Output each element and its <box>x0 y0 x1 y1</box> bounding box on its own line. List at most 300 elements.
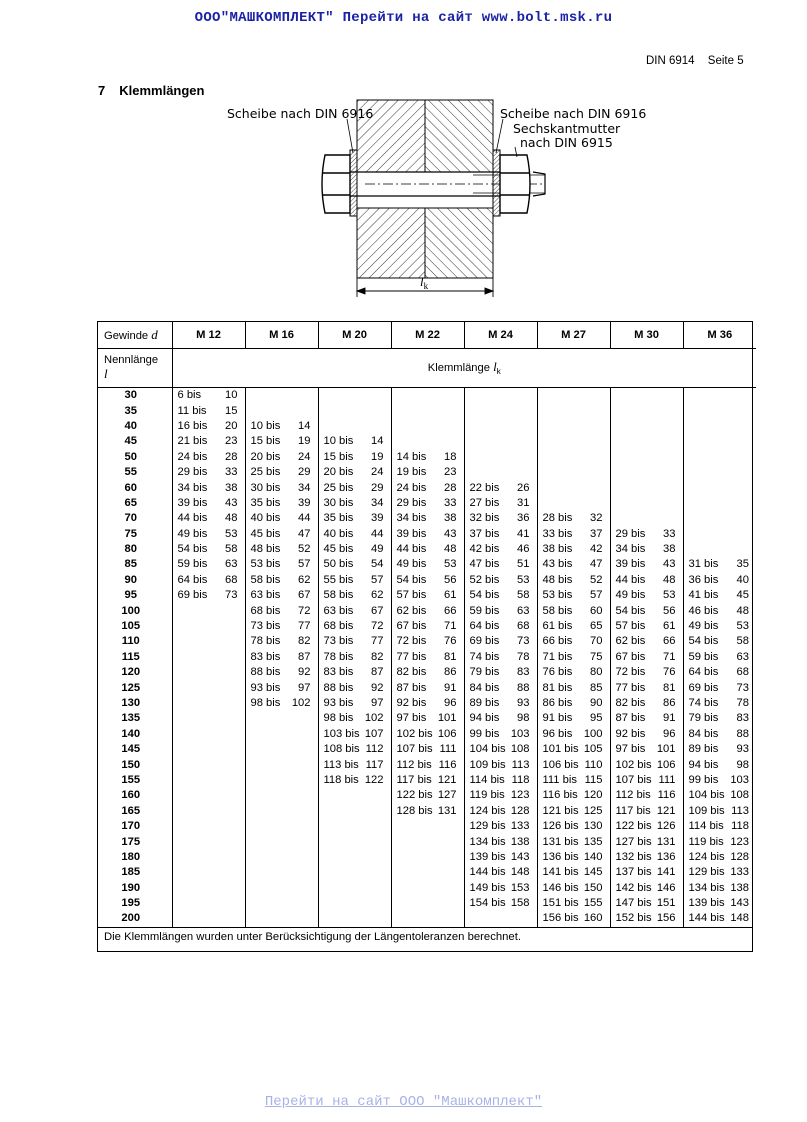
clamp-range-cell <box>245 496 318 511</box>
clamp-range-cell <box>610 819 683 834</box>
clamp-range-cell <box>537 603 610 618</box>
range-text: 61 bis 65 <box>542 620 603 633</box>
range-text: 119 bis 123 <box>688 835 749 848</box>
range-text: 35 bis 39 <box>250 496 311 509</box>
clamp-range-cell <box>391 773 464 788</box>
clamp-range-cell <box>391 403 464 418</box>
footer-link[interactable]: Перейти на сайт ООО "Машкомплект" <box>264 1094 543 1110</box>
table-row <box>98 557 756 572</box>
clamp-range-cell <box>172 603 245 618</box>
column-header: M 22 <box>391 322 464 349</box>
clamp-range-cell <box>318 542 391 557</box>
thread-header-row <box>98 322 756 349</box>
clamp-range-cell <box>537 450 610 465</box>
clamp-range-cell <box>245 896 318 911</box>
range-text: 112 bis 116 <box>615 789 676 802</box>
table-row <box>98 465 756 480</box>
clamp-range-cell <box>537 434 610 449</box>
range-text: 117 bis 121 <box>396 773 457 786</box>
clamp-range-cell <box>391 650 464 665</box>
range-text: 119 bis 123 <box>469 789 530 802</box>
range-text: 122 bis 127 <box>396 789 457 802</box>
clamp-range-cell <box>245 480 318 495</box>
clamp-range-cell <box>318 773 391 788</box>
clamp-range-cell <box>610 865 683 880</box>
clamp-range-cell <box>464 896 537 911</box>
range-text: 15 bis 19 <box>323 450 384 463</box>
clamp-range-cell <box>172 511 245 526</box>
table-row <box>98 480 756 495</box>
range-text: 139 bis 143 <box>688 897 749 910</box>
range-text: 62 bis 66 <box>615 635 676 648</box>
table-row <box>98 496 756 511</box>
clamp-range-cell <box>172 896 245 911</box>
table-row <box>98 588 756 603</box>
clamp-range-cell <box>610 434 683 449</box>
range-text: 104 bis 108 <box>688 789 749 802</box>
clamp-range-cell <box>610 788 683 803</box>
clamp-range-cell <box>610 557 683 572</box>
range-text: 103 bis 107 <box>323 727 384 740</box>
clamp-range-cell <box>245 711 318 726</box>
clamp-range-cell <box>610 773 683 788</box>
clamp-range-cell <box>683 403 756 418</box>
nominal-length-cell: 110 <box>98 634 172 649</box>
range-text: 137 bis 141 <box>615 866 676 879</box>
clamp-range-cell <box>318 403 391 418</box>
nominal-length-cell: 55 <box>98 465 172 480</box>
range-text: 108 bis 112 <box>323 743 384 756</box>
range-text: 45 bis 49 <box>323 543 384 556</box>
clamp-range-cell <box>172 665 245 680</box>
clamp-range-cell <box>245 727 318 742</box>
clamp-range-cell <box>245 634 318 649</box>
range-text: 64 bis 68 <box>469 620 530 633</box>
clamp-range-cell <box>391 434 464 449</box>
range-text: 16 bis 20 <box>177 419 238 432</box>
range-text: 139 bis 143 <box>469 850 530 863</box>
clamp-range-cell <box>537 819 610 834</box>
clamp-range-cell <box>610 834 683 849</box>
range-text: 73 bis 77 <box>323 635 384 648</box>
range-text: 79 bis 83 <box>469 666 530 679</box>
label-nut-line2: nach DIN 6915 <box>520 135 613 150</box>
clamp-range-cell <box>318 727 391 742</box>
clamp-range-cell <box>391 542 464 557</box>
clamp-range-cell <box>610 696 683 711</box>
clamp-range-cell <box>391 665 464 680</box>
range-text: 67 bis 71 <box>615 650 676 663</box>
range-text: 69 bis 73 <box>177 589 238 602</box>
clamp-range-cell <box>537 465 610 480</box>
clamp-range-cell <box>610 650 683 665</box>
range-text: 78 bis 82 <box>323 650 384 663</box>
clamp-range-cell <box>464 388 537 404</box>
range-text: 99 bis 103 <box>469 727 530 740</box>
clamp-range-cell <box>391 573 464 588</box>
clamp-range-cell <box>172 496 245 511</box>
clamp-range-cell <box>391 865 464 880</box>
range-text: 134 bis 138 <box>688 881 749 894</box>
clamp-length-label: Klemmlänge $l_k$ <box>172 349 756 388</box>
range-text: 39 bis 43 <box>177 496 238 509</box>
range-text: 93 bis 97 <box>323 697 384 709</box>
range-text: 73 bis 77 <box>250 620 311 633</box>
range-text: 54 bis 56 <box>396 573 457 586</box>
nominal-length-cell: 40 <box>98 419 172 434</box>
clamp-range-cell <box>464 557 537 572</box>
clamp-range-cell <box>537 788 610 803</box>
range-text: 114 bis 118 <box>469 773 530 786</box>
clamp-range-cell <box>610 573 683 588</box>
section-heading <box>98 83 204 98</box>
table-row <box>98 881 756 896</box>
table-row <box>98 619 756 634</box>
clamp-range-cell <box>172 911 245 926</box>
clamp-range-cell <box>464 804 537 819</box>
range-text: 30 bis 34 <box>323 496 384 509</box>
clamp-range-cell <box>172 634 245 649</box>
clamp-range-cell <box>318 665 391 680</box>
clamp-range-cell <box>245 911 318 926</box>
range-text: 83 bis 87 <box>250 650 311 663</box>
range-text: 37 bis 41 <box>469 527 530 540</box>
range-text: 74 bis 78 <box>688 697 749 709</box>
range-text: 58 bis 62 <box>323 589 384 602</box>
clamp-range-cell <box>464 403 537 418</box>
clamp-range-cell <box>537 834 610 849</box>
clamp-range-cell <box>172 557 245 572</box>
range-text: 136 bis 140 <box>542 850 603 863</box>
clamp-range-cell <box>391 804 464 819</box>
clamp-range-cell <box>683 911 756 926</box>
nominal-length-cell: 145 <box>98 742 172 757</box>
clamp-range-cell <box>610 465 683 480</box>
clamp-range-cell <box>245 527 318 542</box>
clamp-range-cell <box>610 850 683 865</box>
clamp-range-cell <box>391 788 464 803</box>
clamp-range-cell <box>391 634 464 649</box>
range-text: 92 bis 96 <box>396 697 457 709</box>
clamp-range-cell <box>610 527 683 542</box>
table-row <box>98 450 756 465</box>
range-text: 29 bis 33 <box>177 466 238 479</box>
range-text: 94 bis 98 <box>688 758 749 771</box>
label-nut-line1: Sechskantmutter <box>513 121 621 136</box>
clamp-range-cell <box>318 834 391 849</box>
nominal-length-cell: 195 <box>98 896 172 911</box>
nominal-length-cell: 160 <box>98 788 172 803</box>
clamp-range-cell <box>464 419 537 434</box>
clamp-range-cell <box>318 496 391 511</box>
clamp-range-cell <box>318 603 391 618</box>
range-text: 24 bis 28 <box>396 481 457 494</box>
clamp-range-cell <box>464 588 537 603</box>
column-header: M 20 <box>318 322 391 349</box>
range-text: 42 bis 46 <box>469 543 530 556</box>
clamp-range-cell <box>610 757 683 772</box>
clamp-range-cell <box>683 496 756 511</box>
range-text: 57 bis 61 <box>396 589 457 602</box>
clamp-range-cell <box>172 881 245 896</box>
range-text: 54 bis 58 <box>177 543 238 556</box>
range-text: 48 bis 52 <box>542 573 603 586</box>
nominal-length-cell: 105 <box>98 619 172 634</box>
range-text: 49 bis 53 <box>396 558 457 571</box>
nominal-length-cell: 90 <box>98 573 172 588</box>
range-text: 62 bis 66 <box>396 604 457 617</box>
clamp-range-cell <box>683 542 756 557</box>
table-row <box>98 511 756 526</box>
clamp-range-cell <box>318 819 391 834</box>
clamp-range-cell <box>245 434 318 449</box>
range-text: 72 bis 76 <box>396 635 457 648</box>
nominal-length-cell: 30 <box>98 388 172 404</box>
clamp-range-cell <box>391 757 464 772</box>
range-text: 54 bis 58 <box>469 589 530 602</box>
nominal-length-cell: 135 <box>98 711 172 726</box>
range-text: 111 bis 115 <box>542 773 603 786</box>
clamp-range-cell <box>537 496 610 511</box>
clamp-range-cell <box>172 650 245 665</box>
range-text: 154 bis 158 <box>469 897 530 910</box>
nominal-length-cell: 35 <box>98 403 172 418</box>
nominal-length-cell: 50 <box>98 450 172 465</box>
range-text: 122 bis 126 <box>615 820 676 833</box>
clamp-range-cell <box>318 557 391 572</box>
range-text: 29 bis 33 <box>396 496 457 509</box>
range-text: 124 bis 128 <box>469 804 530 817</box>
range-text: 64 bis 68 <box>688 666 749 679</box>
range-text: 84 bis 88 <box>688 727 749 740</box>
range-text: 93 bis 97 <box>250 681 311 694</box>
clamp-range-cell <box>318 511 391 526</box>
clamp-range-cell <box>391 727 464 742</box>
clamp-range-cell <box>610 403 683 418</box>
clamp-range-cell <box>683 465 756 480</box>
clamp-range-cell <box>245 680 318 695</box>
range-text: 47 bis 51 <box>469 558 530 571</box>
clamp-range-cell <box>683 804 756 819</box>
clamp-range-cell <box>318 527 391 542</box>
clamp-range-cell <box>172 619 245 634</box>
range-text: 87 bis 91 <box>615 712 676 725</box>
range-text: 134 bis 138 <box>469 835 530 848</box>
clamp-range-cell <box>318 696 391 711</box>
table-row <box>98 573 756 588</box>
range-text: 50 bis 54 <box>323 558 384 571</box>
clamp-range-cell <box>245 650 318 665</box>
nominal-length-cell: 165 <box>98 804 172 819</box>
range-text: 32 bis 36 <box>469 512 530 525</box>
clamp-range-cell <box>683 680 756 695</box>
clamp-range-cell <box>391 911 464 926</box>
clamp-range-cell <box>391 465 464 480</box>
range-text: 88 bis 92 <box>323 681 384 694</box>
clamp-range-cell <box>683 773 756 788</box>
range-text: 20 bis 24 <box>250 450 311 463</box>
nominal-length-cell: 130 <box>98 696 172 711</box>
range-text: 53 bis 57 <box>250 558 311 571</box>
range-text: 33 bis 37 <box>542 527 603 540</box>
table-row <box>98 665 756 680</box>
clamp-range-cell <box>683 573 756 588</box>
range-text: 96 bis 100 <box>542 727 603 740</box>
clamp-range-cell <box>172 450 245 465</box>
nominal-length-cell: 180 <box>98 850 172 865</box>
clamp-range-cell <box>245 465 318 480</box>
range-text: 77 bis 81 <box>615 681 676 694</box>
clamp-range-cell <box>610 542 683 557</box>
table-row <box>98 603 756 618</box>
table-row <box>98 865 756 880</box>
clamp-range-cell <box>683 450 756 465</box>
clamp-range-cell <box>537 527 610 542</box>
range-text: 74 bis 78 <box>469 650 530 663</box>
clamp-range-cell <box>464 527 537 542</box>
doc-id: DIN 6914 <box>646 55 695 67</box>
clamp-range-cell <box>391 557 464 572</box>
table-row <box>98 804 756 819</box>
range-text: 64 bis 68 <box>177 573 238 586</box>
range-text: 106 bis 110 <box>542 758 603 771</box>
clamp-range-cell <box>610 804 683 819</box>
range-text: 41 bis 45 <box>688 589 749 602</box>
clamp-range-cell <box>537 881 610 896</box>
clamp-range-cell <box>683 742 756 757</box>
clamp-range-cell <box>537 711 610 726</box>
clamp-range-cell <box>610 665 683 680</box>
clamp-range-cell <box>464 434 537 449</box>
clamp-range-cell <box>610 896 683 911</box>
clamp-range-cell <box>464 603 537 618</box>
clamp-range-cell <box>683 619 756 634</box>
clamp-range-cell <box>537 896 610 911</box>
range-text: 83 bis 87 <box>323 666 384 679</box>
range-text: 91 bis 95 <box>542 712 603 725</box>
clamp-range-cell <box>683 650 756 665</box>
range-text: 99 bis 103 <box>688 773 749 786</box>
table-row <box>98 819 756 834</box>
table-row <box>98 896 756 911</box>
range-text: 30 bis 34 <box>250 481 311 494</box>
range-text: 142 bis 146 <box>615 881 676 894</box>
table-row <box>98 834 756 849</box>
range-text: 89 bis 93 <box>469 697 530 709</box>
clamp-range-cell <box>464 850 537 865</box>
clamp-range-cell <box>391 388 464 404</box>
clamp-range-cell <box>683 896 756 911</box>
clamp-range-cell <box>464 757 537 772</box>
clamp-range-cell <box>245 603 318 618</box>
table-row <box>98 634 756 649</box>
range-text: 151 bis 155 <box>542 897 603 910</box>
clamp-range-cell <box>537 419 610 434</box>
range-text: 29 bis 33 <box>615 527 676 540</box>
section-title: Klemmlängen <box>119 83 205 98</box>
clamp-range-cell <box>245 511 318 526</box>
range-text: 86 bis 90 <box>542 697 603 709</box>
table-row <box>98 757 756 772</box>
clamp-range-cell <box>537 865 610 880</box>
clamp-range-cell <box>245 696 318 711</box>
range-text: 54 bis 58 <box>688 635 749 648</box>
clamp-range-cell <box>245 865 318 880</box>
clamp-range-cell <box>245 450 318 465</box>
range-text: 39 bis 43 <box>615 558 676 571</box>
clamp-range-cell <box>172 865 245 880</box>
range-text: 147 bis 151 <box>615 897 676 910</box>
clamp-range-cell <box>464 650 537 665</box>
clamp-range-cell <box>318 680 391 695</box>
column-header: M 24 <box>464 322 537 349</box>
clamp-range-cell <box>391 834 464 849</box>
nominal-length-cell: 150 <box>98 757 172 772</box>
range-text: 121 bis 125 <box>542 804 603 817</box>
clamp-range-cell <box>537 480 610 495</box>
range-text: 59 bis 63 <box>177 558 238 571</box>
clamp-range-cell <box>245 757 318 772</box>
clamp-range-cell <box>683 757 756 772</box>
length-header-row <box>98 349 756 388</box>
clamp-range-cell <box>318 865 391 880</box>
range-text: 68 bis 72 <box>250 604 311 617</box>
range-text: 21 bis 23 <box>177 435 238 448</box>
clamp-range-cell <box>318 881 391 896</box>
clamp-range-cell <box>683 603 756 618</box>
clamp-range-cell <box>610 603 683 618</box>
range-text: 40 bis 44 <box>250 512 311 525</box>
clamp-range-cell <box>610 881 683 896</box>
range-text: 44 bis 48 <box>396 543 457 556</box>
clamp-range-cell <box>464 788 537 803</box>
clamp-range-cell <box>391 742 464 757</box>
clamp-range-cell <box>610 419 683 434</box>
range-text: 128 bis 131 <box>396 804 457 817</box>
range-text: 54 bis 56 <box>615 604 676 617</box>
range-text: 112 bis 116 <box>396 758 457 771</box>
clamp-range-cell <box>391 819 464 834</box>
range-text: 152 bis 156 <box>615 912 676 925</box>
table-footnote: Die Klemmlängen wurden unter Berücksichtigung der Längentoleranzen berechnet. <box>98 927 752 950</box>
clamp-range-cell <box>172 680 245 695</box>
clamp-range-cell <box>391 496 464 511</box>
document-reference <box>646 55 744 67</box>
clamp-range-cell <box>464 711 537 726</box>
range-text: 27 bis 31 <box>469 496 530 509</box>
range-text: 116 bis 120 <box>542 789 603 802</box>
range-text: 53 bis 57 <box>542 589 603 602</box>
clamp-range-cell <box>245 588 318 603</box>
clamp-range-cell <box>245 573 318 588</box>
range-text: 129 bis 133 <box>469 820 530 833</box>
clamp-range-cell <box>537 696 610 711</box>
label-washer-right: Scheibe nach DIN 6916 <box>500 106 647 121</box>
clamp-range-cell <box>464 680 537 695</box>
top-banner-link[interactable]: ООО"МАШКОМПЛЕКТ" Перейти на сайт www.bolt.msk.ru <box>194 10 613 26</box>
range-text: 109 bis 113 <box>469 758 530 771</box>
table-row <box>98 434 756 449</box>
nominal-length-cell: 200 <box>98 911 172 926</box>
nominal-length-cell: 80 <box>98 542 172 557</box>
range-text: 94 bis 98 <box>469 712 530 725</box>
range-text: 58 bis 60 <box>542 604 603 617</box>
table-row <box>98 711 756 726</box>
range-text: 49 bis 53 <box>177 527 238 540</box>
clamp-range-cell <box>172 434 245 449</box>
clamp-range-cell <box>610 480 683 495</box>
table-row <box>98 788 756 803</box>
